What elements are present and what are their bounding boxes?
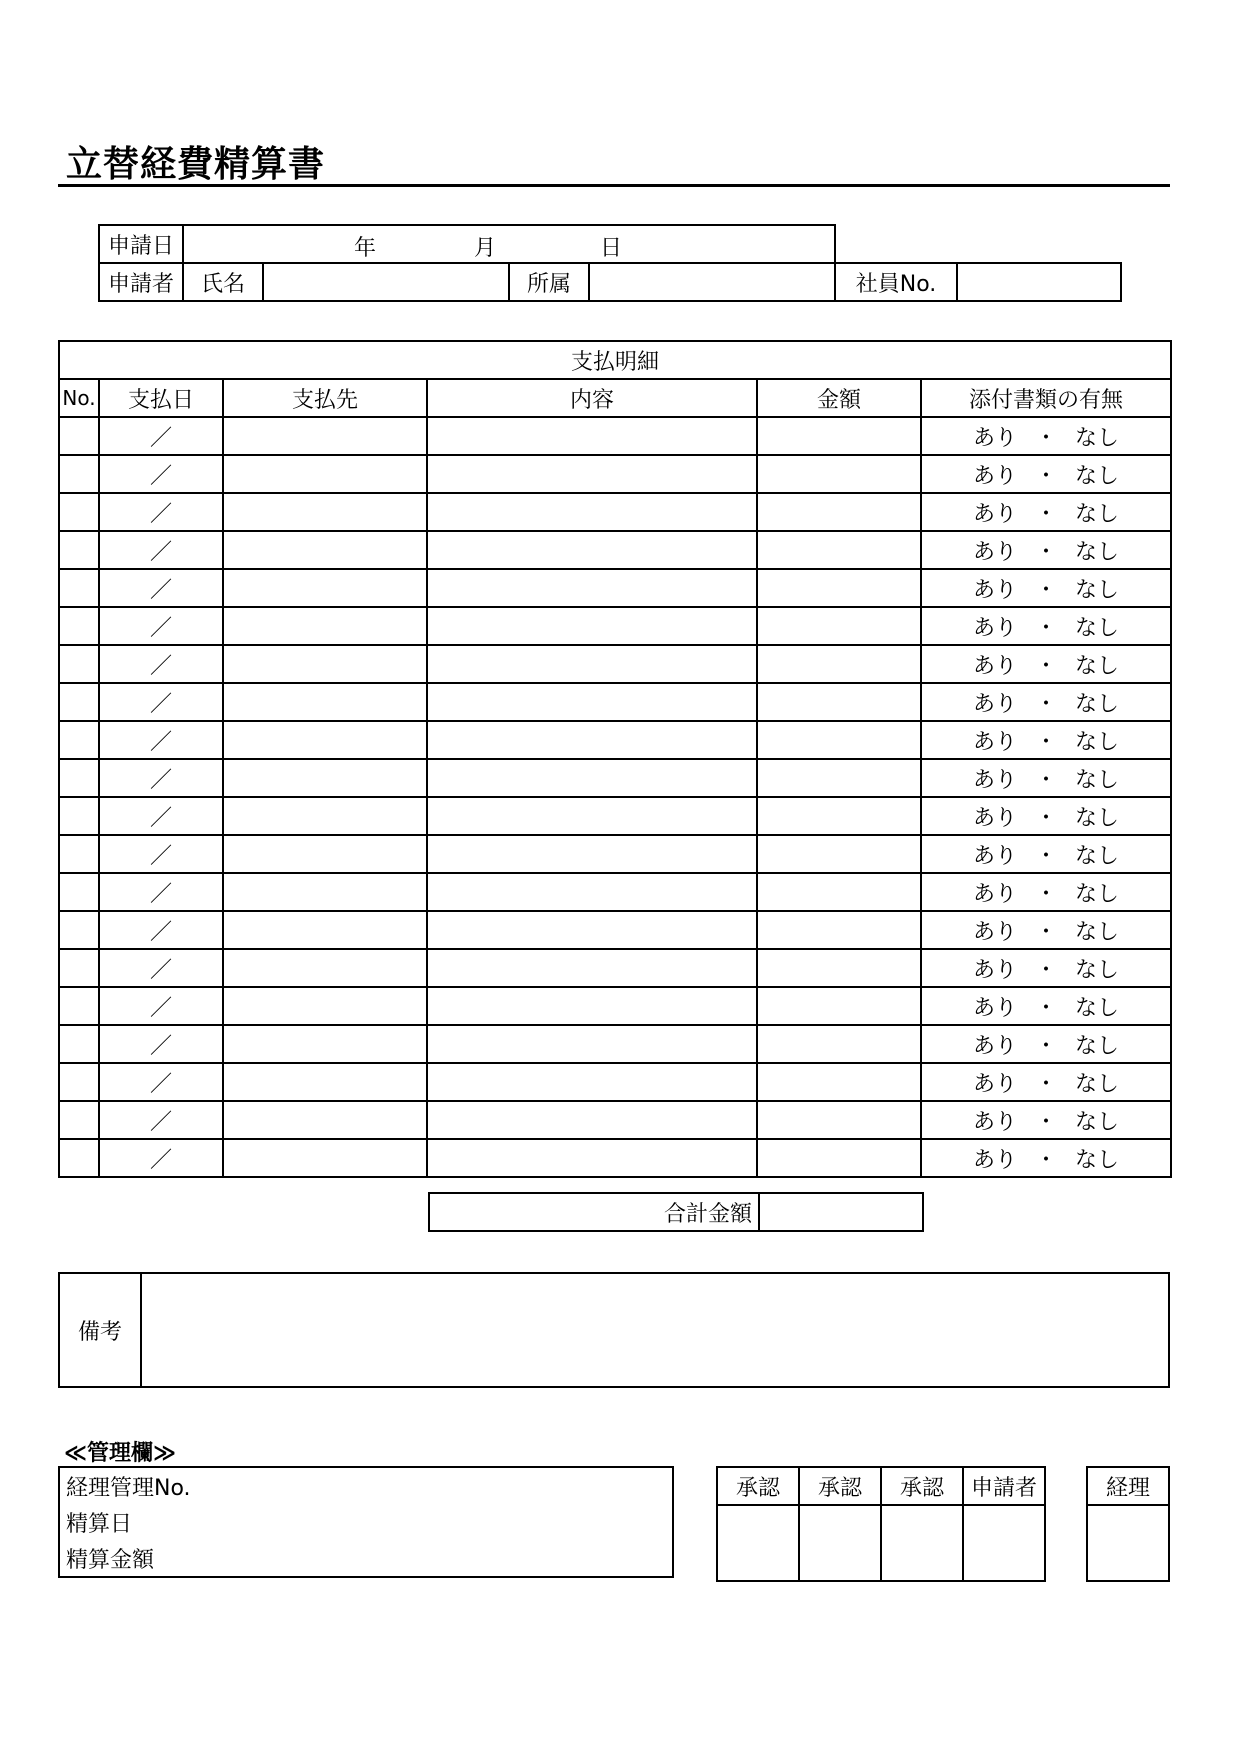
row-description-cell[interactable] bbox=[427, 949, 757, 987]
attachment-separator: ・ bbox=[1035, 957, 1058, 983]
row-payment-date-cell[interactable] bbox=[99, 607, 223, 645]
attachment-no-option[interactable]: なし bbox=[1075, 1033, 1120, 1059]
row-amount-cell[interactable] bbox=[757, 493, 921, 531]
row-payee-cell[interactable] bbox=[223, 835, 427, 873]
attachment-yes-option[interactable]: あり bbox=[972, 805, 1017, 831]
attachment-separator: ・ bbox=[1035, 843, 1058, 869]
row-no-cell[interactable] bbox=[59, 911, 99, 949]
attachment-no-option[interactable]: なし bbox=[1075, 425, 1120, 451]
attachment-separator: ・ bbox=[1035, 729, 1058, 755]
application-date-label: 申請日 bbox=[99, 225, 183, 263]
row-no-cell[interactable] bbox=[59, 797, 99, 835]
date-separator: ／ bbox=[149, 843, 172, 869]
row-attachment-cell[interactable] bbox=[921, 569, 1171, 607]
year-label: 年 bbox=[354, 236, 377, 261]
date-separator: ／ bbox=[149, 539, 172, 565]
row-no-cell[interactable] bbox=[59, 645, 99, 683]
table-row bbox=[59, 417, 1171, 455]
row-payment-date-cell[interactable] bbox=[99, 987, 223, 1025]
attachment-no-option[interactable]: なし bbox=[1075, 881, 1120, 907]
row-amount-cell[interactable] bbox=[757, 1139, 921, 1177]
remarks-field[interactable] bbox=[141, 1273, 1169, 1387]
row-payment-date-cell[interactable] bbox=[99, 417, 223, 455]
table-row bbox=[59, 1025, 1171, 1063]
date-separator: ／ bbox=[149, 995, 172, 1021]
row-payment-date-cell[interactable] bbox=[99, 1139, 223, 1177]
attachment-separator: ・ bbox=[1035, 653, 1058, 679]
date-separator: ／ bbox=[149, 1109, 172, 1135]
attachment-separator: ・ bbox=[1035, 805, 1058, 831]
attachment-yes-option[interactable]: あり bbox=[972, 1071, 1017, 1097]
col-header-amount: 金額 bbox=[757, 379, 921, 417]
row-payee-cell[interactable] bbox=[223, 873, 427, 911]
payment-details-table bbox=[58, 340, 1172, 1178]
table-row bbox=[59, 455, 1171, 493]
table-row bbox=[59, 1101, 1171, 1139]
row-payee-cell[interactable] bbox=[223, 645, 427, 683]
table-row bbox=[59, 531, 1171, 569]
col-header-payee: 支払先 bbox=[223, 379, 427, 417]
attachment-yes-option[interactable]: あり bbox=[972, 729, 1017, 755]
row-payee-cell[interactable] bbox=[223, 417, 427, 455]
attachment-yes-option[interactable]: あり bbox=[972, 881, 1017, 907]
row-description-cell[interactable] bbox=[427, 645, 757, 683]
row-payment-date-cell[interactable] bbox=[99, 873, 223, 911]
attachment-separator: ・ bbox=[1035, 463, 1058, 489]
attachment-yes-option[interactable]: あり bbox=[972, 615, 1017, 641]
attachment-yes-option[interactable]: あり bbox=[972, 691, 1017, 717]
table-row bbox=[59, 759, 1171, 797]
row-payee-cell[interactable] bbox=[223, 759, 427, 797]
table-row bbox=[59, 721, 1171, 759]
accounting-stamp-table bbox=[1086, 1466, 1170, 1582]
attachment-yes-option[interactable]: あり bbox=[972, 1109, 1017, 1135]
header-blank bbox=[835, 225, 1121, 263]
attachment-separator: ・ bbox=[1035, 577, 1058, 603]
date-separator: ／ bbox=[149, 805, 172, 831]
total-amount-field[interactable] bbox=[759, 1193, 923, 1231]
row-attachment-cell[interactable] bbox=[921, 797, 1171, 835]
employee-no-label: 社員No. bbox=[835, 263, 957, 301]
approval-stamp-table bbox=[716, 1466, 1046, 1582]
row-payment-date-cell[interactable] bbox=[99, 949, 223, 987]
row-no-cell[interactable] bbox=[59, 455, 99, 493]
col-header-description: 内容 bbox=[427, 379, 757, 417]
row-description-cell[interactable] bbox=[427, 1139, 757, 1177]
row-description-cell[interactable] bbox=[427, 683, 757, 721]
name-label: 氏名 bbox=[183, 263, 263, 301]
attachment-separator: ・ bbox=[1035, 919, 1058, 945]
name-field[interactable] bbox=[263, 263, 509, 301]
row-description-cell[interactable] bbox=[427, 455, 757, 493]
table-row bbox=[59, 645, 1171, 683]
row-no-cell[interactable] bbox=[59, 1139, 99, 1177]
row-amount-cell[interactable] bbox=[757, 949, 921, 987]
row-no-cell[interactable] bbox=[59, 1063, 99, 1101]
row-amount-cell[interactable] bbox=[757, 531, 921, 569]
attachment-separator: ・ bbox=[1035, 1147, 1058, 1173]
row-payment-date-cell[interactable] bbox=[99, 493, 223, 531]
attachment-no-option[interactable]: なし bbox=[1075, 843, 1120, 869]
attachment-yes-option[interactable]: あり bbox=[972, 767, 1017, 793]
application-date-field[interactable] bbox=[183, 225, 835, 263]
row-attachment-cell[interactable] bbox=[921, 911, 1171, 949]
accounting-stamp-header: 経理 bbox=[1087, 1467, 1169, 1505]
management-fields-table bbox=[58, 1466, 674, 1578]
row-attachment-cell[interactable] bbox=[921, 645, 1171, 683]
attachment-yes-option[interactable]: あり bbox=[972, 1147, 1017, 1173]
row-attachment-cell[interactable] bbox=[921, 417, 1171, 455]
row-payment-date-cell[interactable] bbox=[99, 911, 223, 949]
row-description-cell[interactable] bbox=[427, 759, 757, 797]
row-description-cell[interactable] bbox=[427, 911, 757, 949]
row-amount-cell[interactable] bbox=[757, 1101, 921, 1139]
row-attachment-cell[interactable] bbox=[921, 987, 1171, 1025]
row-no-cell[interactable] bbox=[59, 987, 99, 1025]
row-amount-cell[interactable] bbox=[757, 797, 921, 835]
approval-header-1: 承認 bbox=[717, 1467, 799, 1505]
row-payee-cell[interactable] bbox=[223, 1101, 427, 1139]
date-separator: ／ bbox=[149, 463, 172, 489]
attachment-separator: ・ bbox=[1035, 539, 1058, 565]
total-table bbox=[428, 1192, 924, 1232]
row-description-cell[interactable] bbox=[427, 987, 757, 1025]
row-payee-cell[interactable] bbox=[223, 721, 427, 759]
row-payee-cell[interactable] bbox=[223, 607, 427, 645]
attachment-separator: ・ bbox=[1035, 1033, 1058, 1059]
row-attachment-cell[interactable] bbox=[921, 1101, 1171, 1139]
attachment-separator: ・ bbox=[1035, 1109, 1058, 1135]
row-payee-cell[interactable] bbox=[223, 949, 427, 987]
management-section-label: ≪管理欄≫ bbox=[64, 1441, 177, 1466]
row-amount-cell[interactable] bbox=[757, 455, 921, 493]
attachment-no-option[interactable]: なし bbox=[1075, 463, 1120, 489]
row-description-cell[interactable] bbox=[427, 531, 757, 569]
attachment-no-option[interactable]: なし bbox=[1075, 767, 1120, 793]
row-description-cell[interactable] bbox=[427, 721, 757, 759]
attachment-yes-option[interactable]: あり bbox=[972, 957, 1017, 983]
attachment-yes-option[interactable]: あり bbox=[972, 1033, 1017, 1059]
department-field[interactable] bbox=[589, 263, 835, 301]
row-no-cell[interactable] bbox=[59, 873, 99, 911]
settlement-amount-label: 精算金額 bbox=[66, 1547, 155, 1573]
table-row bbox=[59, 1063, 1171, 1101]
attachment-no-option[interactable]: なし bbox=[1075, 729, 1120, 755]
row-no-cell[interactable] bbox=[59, 683, 99, 721]
col-header-no: No. bbox=[59, 379, 99, 417]
row-description-cell[interactable] bbox=[427, 1063, 757, 1101]
row-amount-cell[interactable] bbox=[757, 873, 921, 911]
row-attachment-cell[interactable] bbox=[921, 1063, 1171, 1101]
row-description-cell[interactable] bbox=[427, 873, 757, 911]
attachment-separator: ・ bbox=[1035, 995, 1058, 1021]
row-payee-cell[interactable] bbox=[223, 493, 427, 531]
attachment-no-option[interactable]: なし bbox=[1075, 995, 1120, 1021]
row-amount-cell[interactable] bbox=[757, 987, 921, 1025]
row-description-cell[interactable] bbox=[427, 1025, 757, 1063]
attachment-yes-option[interactable]: あり bbox=[972, 653, 1017, 679]
row-payment-date-cell[interactable] bbox=[99, 683, 223, 721]
attachment-no-option[interactable]: なし bbox=[1075, 501, 1120, 527]
date-separator: ／ bbox=[149, 425, 172, 451]
date-separator: ／ bbox=[149, 1147, 172, 1173]
attachment-separator: ・ bbox=[1035, 881, 1058, 907]
approval-stamp-box-3[interactable] bbox=[881, 1505, 963, 1581]
row-description-cell[interactable] bbox=[427, 417, 757, 455]
row-no-cell[interactable] bbox=[59, 1101, 99, 1139]
row-payment-date-cell[interactable] bbox=[99, 531, 223, 569]
row-payee-cell[interactable] bbox=[223, 683, 427, 721]
attachment-no-option[interactable]: なし bbox=[1075, 691, 1120, 717]
row-no-cell[interactable] bbox=[59, 569, 99, 607]
settlement-date-label: 精算日 bbox=[66, 1511, 133, 1537]
row-description-cell[interactable] bbox=[427, 1101, 757, 1139]
approval-stamp-box-2[interactable] bbox=[799, 1505, 881, 1581]
col-header-attachment: 添付書類の有無 bbox=[921, 379, 1171, 417]
row-amount-cell[interactable] bbox=[757, 1025, 921, 1063]
date-separator: ／ bbox=[149, 501, 172, 527]
attachment-yes-option[interactable]: あり bbox=[972, 539, 1017, 565]
accounting-stamp-box[interactable] bbox=[1087, 1505, 1169, 1581]
table-row bbox=[59, 797, 1171, 835]
table-row bbox=[59, 607, 1171, 645]
row-amount-cell[interactable] bbox=[757, 759, 921, 797]
approval-header-2: 承認 bbox=[799, 1467, 881, 1505]
row-payment-date-cell[interactable] bbox=[99, 759, 223, 797]
row-payment-date-cell[interactable] bbox=[99, 721, 223, 759]
remarks-label: 備考 bbox=[59, 1273, 141, 1387]
title-underline bbox=[58, 184, 1170, 187]
attachment-no-option[interactable]: なし bbox=[1075, 919, 1120, 945]
row-payee-cell[interactable] bbox=[223, 797, 427, 835]
row-attachment-cell[interactable] bbox=[921, 759, 1171, 797]
approval-header-3: 承認 bbox=[881, 1467, 963, 1505]
row-attachment-cell[interactable] bbox=[921, 1025, 1171, 1063]
row-amount-cell[interactable] bbox=[757, 721, 921, 759]
attachment-no-option[interactable]: なし bbox=[1075, 653, 1120, 679]
row-no-cell[interactable] bbox=[59, 531, 99, 569]
row-amount-cell[interactable] bbox=[757, 683, 921, 721]
row-description-cell[interactable] bbox=[427, 493, 757, 531]
row-payment-date-cell[interactable] bbox=[99, 797, 223, 835]
row-payment-date-cell[interactable] bbox=[99, 1063, 223, 1101]
row-description-cell[interactable] bbox=[427, 569, 757, 607]
payment-details-title: 支払明細 bbox=[59, 341, 1171, 379]
row-attachment-cell[interactable] bbox=[921, 949, 1171, 987]
col-header-payment-date: 支払日 bbox=[99, 379, 223, 417]
attachment-yes-option[interactable]: あり bbox=[972, 577, 1017, 603]
row-payment-date-cell[interactable] bbox=[99, 455, 223, 493]
row-no-cell[interactable] bbox=[59, 759, 99, 797]
row-no-cell[interactable] bbox=[59, 835, 99, 873]
date-separator: ／ bbox=[149, 1071, 172, 1097]
attachment-no-option[interactable]: なし bbox=[1075, 957, 1120, 983]
row-attachment-cell[interactable] bbox=[921, 1139, 1171, 1177]
attachment-no-option[interactable]: なし bbox=[1075, 1071, 1120, 1097]
row-amount-cell[interactable] bbox=[757, 911, 921, 949]
date-separator: ／ bbox=[149, 615, 172, 641]
attachment-no-option[interactable]: なし bbox=[1075, 1147, 1120, 1173]
row-attachment-cell[interactable] bbox=[921, 683, 1171, 721]
attachment-yes-option[interactable]: あり bbox=[972, 995, 1017, 1021]
row-attachment-cell[interactable] bbox=[921, 493, 1171, 531]
day-label: 日 bbox=[600, 236, 623, 261]
attachment-yes-option[interactable]: あり bbox=[972, 425, 1017, 451]
attachment-separator: ・ bbox=[1035, 425, 1058, 451]
row-no-cell[interactable] bbox=[59, 1025, 99, 1063]
approval-stamp-box-1[interactable] bbox=[717, 1505, 799, 1581]
date-separator: ／ bbox=[149, 957, 172, 983]
employee-no-field[interactable] bbox=[957, 263, 1121, 301]
row-payee-cell[interactable] bbox=[223, 531, 427, 569]
table-row bbox=[59, 569, 1171, 607]
applicant-label: 申請者 bbox=[99, 263, 183, 301]
department-label: 所属 bbox=[509, 263, 589, 301]
row-amount-cell[interactable] bbox=[757, 835, 921, 873]
table-row bbox=[59, 911, 1171, 949]
row-amount-cell[interactable] bbox=[757, 569, 921, 607]
applicant-stamp-box[interactable] bbox=[963, 1505, 1045, 1581]
row-payment-date-cell[interactable] bbox=[99, 645, 223, 683]
attachment-no-option[interactable]: なし bbox=[1075, 539, 1120, 565]
row-attachment-cell[interactable] bbox=[921, 721, 1171, 759]
attachment-no-option[interactable]: なし bbox=[1075, 805, 1120, 831]
row-payment-date-cell[interactable] bbox=[99, 1101, 223, 1139]
date-separator: ／ bbox=[149, 691, 172, 717]
applicant-stamp-header: 申請者 bbox=[963, 1467, 1045, 1505]
row-description-cell[interactable] bbox=[427, 607, 757, 645]
row-no-cell[interactable] bbox=[59, 949, 99, 987]
table-row bbox=[59, 493, 1171, 531]
attachment-separator: ・ bbox=[1035, 615, 1058, 641]
month-label: 月 bbox=[474, 236, 497, 261]
attachment-yes-option[interactable]: あり bbox=[972, 919, 1017, 945]
row-payment-date-cell[interactable] bbox=[99, 569, 223, 607]
table-row bbox=[59, 949, 1171, 987]
row-payee-cell[interactable] bbox=[223, 569, 427, 607]
total-label: 合計金額 bbox=[429, 1193, 759, 1231]
row-payee-cell[interactable] bbox=[223, 911, 427, 949]
attachment-no-option[interactable]: なし bbox=[1075, 577, 1120, 603]
row-attachment-cell[interactable] bbox=[921, 531, 1171, 569]
row-amount-cell[interactable] bbox=[757, 607, 921, 645]
date-separator: ／ bbox=[149, 881, 172, 907]
row-payee-cell[interactable] bbox=[223, 1063, 427, 1101]
row-attachment-cell[interactable] bbox=[921, 607, 1171, 645]
row-payee-cell[interactable] bbox=[223, 455, 427, 493]
date-separator: ／ bbox=[149, 729, 172, 755]
row-no-cell[interactable] bbox=[59, 721, 99, 759]
attachment-no-option[interactable]: なし bbox=[1075, 615, 1120, 641]
table-row bbox=[59, 987, 1171, 1025]
page-title: 立替経費精算書 bbox=[66, 144, 326, 185]
attachment-no-option[interactable]: なし bbox=[1075, 1109, 1120, 1135]
row-no-cell[interactable] bbox=[59, 417, 99, 455]
remarks-table bbox=[58, 1272, 1170, 1388]
table-row bbox=[59, 1139, 1171, 1177]
row-payment-date-cell[interactable] bbox=[99, 835, 223, 873]
date-separator: ／ bbox=[149, 653, 172, 679]
attachment-separator: ・ bbox=[1035, 501, 1058, 527]
row-no-cell[interactable] bbox=[59, 607, 99, 645]
accounting-no-label: 経理管理No. bbox=[66, 1475, 191, 1501]
row-payment-date-cell[interactable] bbox=[99, 1025, 223, 1063]
row-description-cell[interactable] bbox=[427, 797, 757, 835]
row-amount-cell[interactable] bbox=[757, 417, 921, 455]
row-no-cell[interactable] bbox=[59, 493, 99, 531]
attachment-yes-option[interactable]: あり bbox=[972, 843, 1017, 869]
table-row bbox=[59, 835, 1171, 873]
table-row bbox=[59, 873, 1171, 911]
attachment-separator: ・ bbox=[1035, 691, 1058, 717]
table-row bbox=[59, 683, 1171, 721]
row-amount-cell[interactable] bbox=[757, 645, 921, 683]
row-payee-cell[interactable] bbox=[223, 1025, 427, 1063]
attachment-yes-option[interactable]: あり bbox=[972, 463, 1017, 489]
row-attachment-cell[interactable] bbox=[921, 455, 1171, 493]
row-description-cell[interactable] bbox=[427, 835, 757, 873]
attachment-separator: ・ bbox=[1035, 767, 1058, 793]
date-separator: ／ bbox=[149, 1033, 172, 1059]
date-separator: ／ bbox=[149, 767, 172, 793]
row-payee-cell[interactable] bbox=[223, 987, 427, 1025]
row-attachment-cell[interactable] bbox=[921, 835, 1171, 873]
row-amount-cell[interactable] bbox=[757, 1063, 921, 1101]
row-payee-cell[interactable] bbox=[223, 1139, 427, 1177]
date-separator: ／ bbox=[149, 577, 172, 603]
attachment-yes-option[interactable]: あり bbox=[972, 501, 1017, 527]
date-separator: ／ bbox=[149, 919, 172, 945]
applicant-info-table bbox=[98, 224, 1122, 302]
row-attachment-cell[interactable] bbox=[921, 873, 1171, 911]
attachment-separator: ・ bbox=[1035, 1071, 1058, 1097]
